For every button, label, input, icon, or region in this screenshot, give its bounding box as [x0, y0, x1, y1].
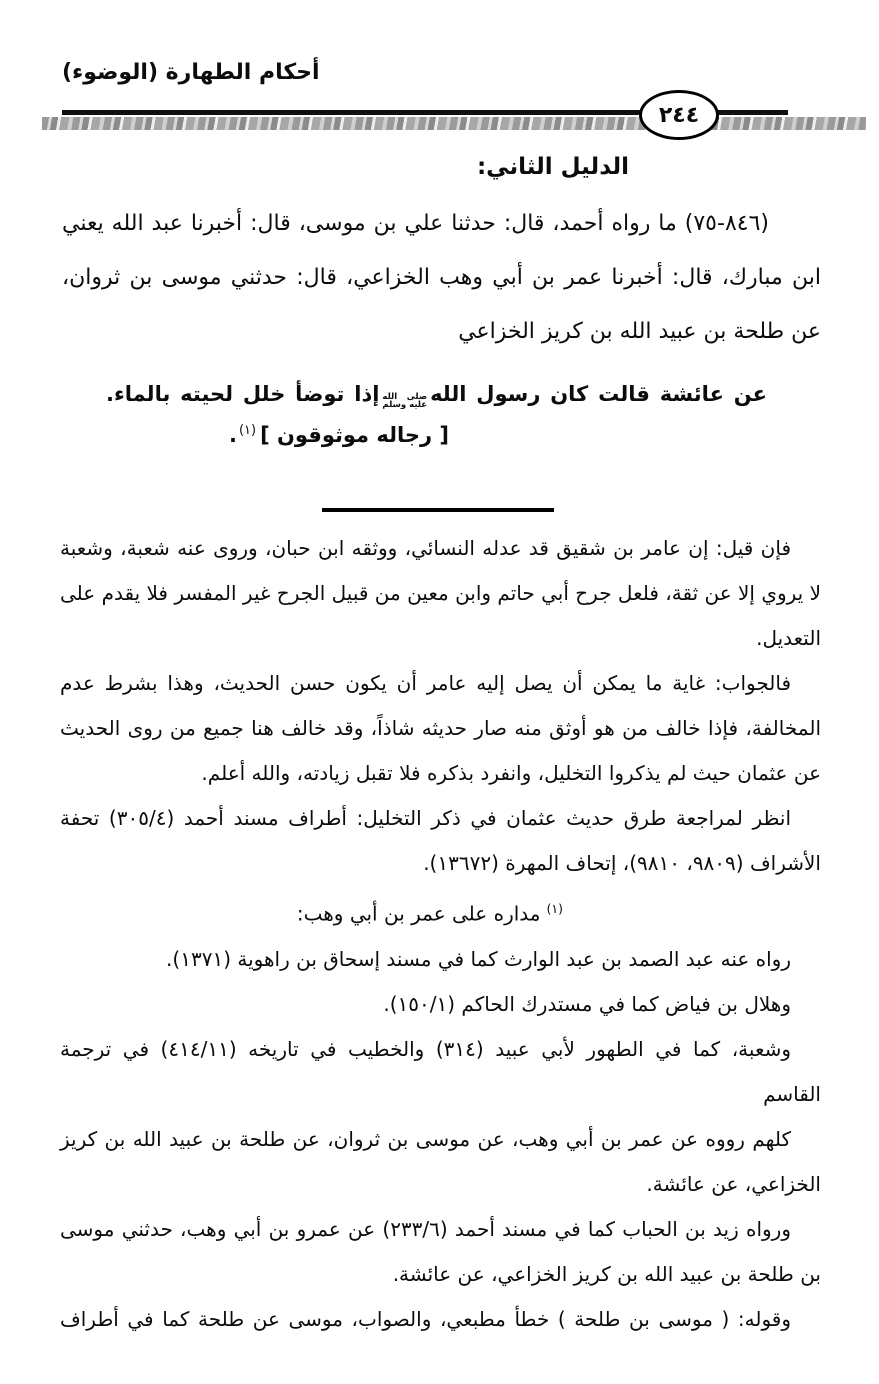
- footnote-reference-1: (١): [238, 423, 257, 438]
- matn-text-after: إذا توضأ خلل لحيته بالماء.: [106, 382, 380, 406]
- hadith-grading: [229, 423, 449, 447]
- hadith-matn: [106, 374, 767, 414]
- sallallahu-alayhi-wasallam-ligature: [382, 393, 427, 410]
- footnote-1-paragraph: وشعبة، كما في الطهور لأبي عبيد (٣١٤) والخطيب في تاريخه (٤١٤/١١) في ترجمة القاسم: [60, 1036, 821, 1106]
- footnote-1-paragraph: رواه عنه عبد الصمد بن عبد الوارث كما في مسند إسحاق بن راهوية (١٣٧١).: [166, 946, 791, 971]
- footnote-1-paragraph: ورواه زيد بن الحباب كما في مسند أحمد (٢٣٣/٦) عن عمرو بن أبي وهب، حدثني موسى بن طلحة بن عبيد الله بن كريز الخزاعي، عن عائشة.: [60, 1216, 821, 1286]
- header-ornament-band: [42, 117, 866, 130]
- page-number-badge: [639, 90, 719, 140]
- honorific-line-2: عليه وسلم: [382, 400, 428, 410]
- footnote-continuation-paragraph: فإن قيل: إن عامر بن شقيق قد عدله النسائي، ووثقه ابن حبان، وروى عنه شعبة، وشعبة لا يروي إلا عن ثقة، فلعل جرح أبي حاتم وابن معين من قبيل الجرح غير المفسر فلا يقدم على التعديل.: [59, 536, 821, 650]
- footnotes-section: [60, 526, 821, 1342]
- footnote-1-paragraph: كلهم رووه عن عمر بن أبي وهب، عن موسى بن ثروان، عن طلحة بن عبيد الله بن كريز الخزاعي، عن عائشة.: [60, 1126, 821, 1196]
- footnote-continuation-paragraph: فالجواب: غاية ما يمكن أن يصل إليه عامر أن يكون حسن الحديث، وهذا بشرط عدم المخالفة، فإذا خالف من هو أوثق منه صار حديثه شاذاً، وقد خالف هنا جميع من روى الحديث عن عثمان حيث لم يذكروا التخليل، وانفرد بذكره فلا تقبل زيادته، والله أعلم.: [60, 671, 821, 785]
- grading-period: .: [228, 423, 237, 447]
- page-number: ٢٤٤: [658, 102, 700, 128]
- running-head-book-title: أحكام الطهارة (الوضوء): [62, 60, 320, 85]
- footnote-1-marker: (١): [546, 901, 563, 916]
- footnote-separator: [322, 508, 554, 512]
- footnote-continuation-paragraph: انظر لمراجعة طرق حديث عثمان في ذكر التخليل: أطراف مسند أحمد (٣٠٥/٤) تحفة الأشراف (٩٨٠٩، ٩٨١٠)، إتحاف المهرة (١٣٦٧٢).: [60, 806, 821, 875]
- footnote-1-heading-text: مداره على عمر بن أبي وهب:: [296, 901, 541, 926]
- section-title: الدليل الثاني:: [476, 154, 629, 180]
- footnote-1-paragraph: وقوله: ( موسى بن طلحة ) خطأ مطبعي، والصواب، موسى عن طلحة كما في أطراف: [60, 1306, 791, 1331]
- matn-text-before: عن عائشة قالت كان رسول الله: [430, 382, 767, 406]
- footnote-1-heading: [60, 886, 821, 937]
- grading-text: [ رجاله موثوقون ]: [260, 423, 449, 447]
- honorific-line-1: صلى الله: [382, 391, 428, 402]
- hadith-isnad: (٨٤٦-٧٥) ما رواه أحمد، قال: حدثنا علي بن موسى، قال: أخبرنا عبد الله يعني ابن مبارك، قال: أخبرنا عمر بن أبي وهب الخزاعي، قال: حدثني موسى بن ثروان، عن طلحة بن عبيد الله بن كريز الخزاعي: [62, 211, 821, 344]
- footnote-1-paragraph: وهلال بن فياض كما في مستدرك الحاكم (١٥٠/١).: [383, 991, 791, 1016]
